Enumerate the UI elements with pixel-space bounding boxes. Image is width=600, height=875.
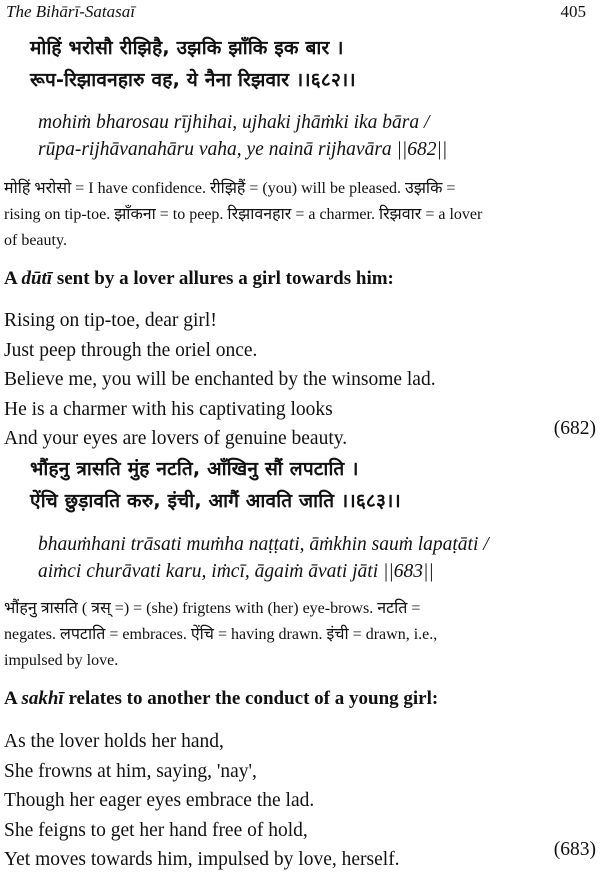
section-heading: A sakhī relates to another the conduct of a young girl:	[4, 688, 439, 709]
verse-line: And your eyes are lovers of genuine beauty.	[4, 428, 348, 450]
verse-number: (683)	[553, 839, 596, 860]
verse-number: (682)	[553, 418, 596, 439]
english-verse	[4, 727, 594, 875]
transliteration-line: rūpa-rijhāvanahāru vaha, ye nainā rijhavāra ||682||	[38, 139, 448, 160]
verse-line: He is a charmer with his captivating looks	[4, 398, 333, 420]
gloss-line: भौंहनु त्रासति ( त्रस् =) = (she) frigtens with (her) eye-brows. नटति =	[4, 600, 421, 617]
hindi-verse-line: मोहिं भरोसौ रीझिहै, उझकि झाँकि इक बार ।	[30, 37, 344, 59]
word-gloss	[4, 596, 596, 674]
verse-line: Believe me, you will be enchanted by the winsome lad.	[4, 369, 436, 391]
gloss-line: of beauty.	[4, 232, 67, 249]
word-gloss	[4, 176, 596, 254]
page-number: 405	[560, 2, 586, 21]
heading-term: sakhī	[21, 688, 64, 709]
verse-line: She frowns at him, saying, 'nay',	[4, 760, 257, 782]
running-head: The Bihārī-Satasaī	[6, 2, 135, 21]
verse-line: Rising on tip-toe, dear girl!	[4, 310, 217, 331]
hindi-verse-line: रूप-रिझावनहारु वह, ये नैना रिझवार ।।६८२।।	[30, 69, 356, 91]
verse-line: Just peep through the oriel once.	[4, 339, 258, 361]
gloss-line: negates. लपटाति = embraces. ऐंचि = having drawn. इंची = drawn, i.e.,	[4, 626, 438, 643]
hindi-verse-line: भौंहनु त्रासति मुंह नटति, आँखिनु सौं लपटाति ।	[30, 458, 359, 480]
transliteration-line: mohiṁ bharosau rījhihai, ujhaki jhāṁki ika bāra /	[38, 112, 430, 133]
transliteration-line: aiṁci churāvati karu, iṁcī, āgaiṁ āvati jāti ||683||	[38, 561, 434, 582]
verse-line: Though her eager eyes embrace the lad.	[4, 790, 315, 812]
gloss-line: मोहिं भरोसो = I have confidence. रीझिहैं = (you) will be pleased. उझकि =	[4, 180, 456, 197]
verse-line: As the lover holds her hand,	[4, 731, 224, 752]
gloss-line: rising on tip-toe. झाँकना = to peep. रिझावनहार = a charmer. रिझवार = a lover	[4, 206, 483, 223]
hindi-verse-line: ऐंचि छुड़ावति करु, इंची, आगैं आवति जाति ।।६८३।।	[30, 490, 401, 512]
transliteration-line: bhauṁhani trāsati muṁha naṭṭati, āṁkhin sauṁ lapaṭāti /	[38, 534, 489, 555]
section-heading: A dūtī sent by a lover allures a girl towards him:	[4, 268, 394, 289]
heading-term: dūtī	[21, 268, 53, 289]
gloss-line: impulsed by love.	[4, 652, 119, 669]
verse-line: She feigns to get her hand free of hold,	[4, 819, 308, 841]
verse-line: Yet moves towards him, impulsed by love, herself.	[4, 849, 400, 871]
english-verse	[4, 306, 594, 454]
